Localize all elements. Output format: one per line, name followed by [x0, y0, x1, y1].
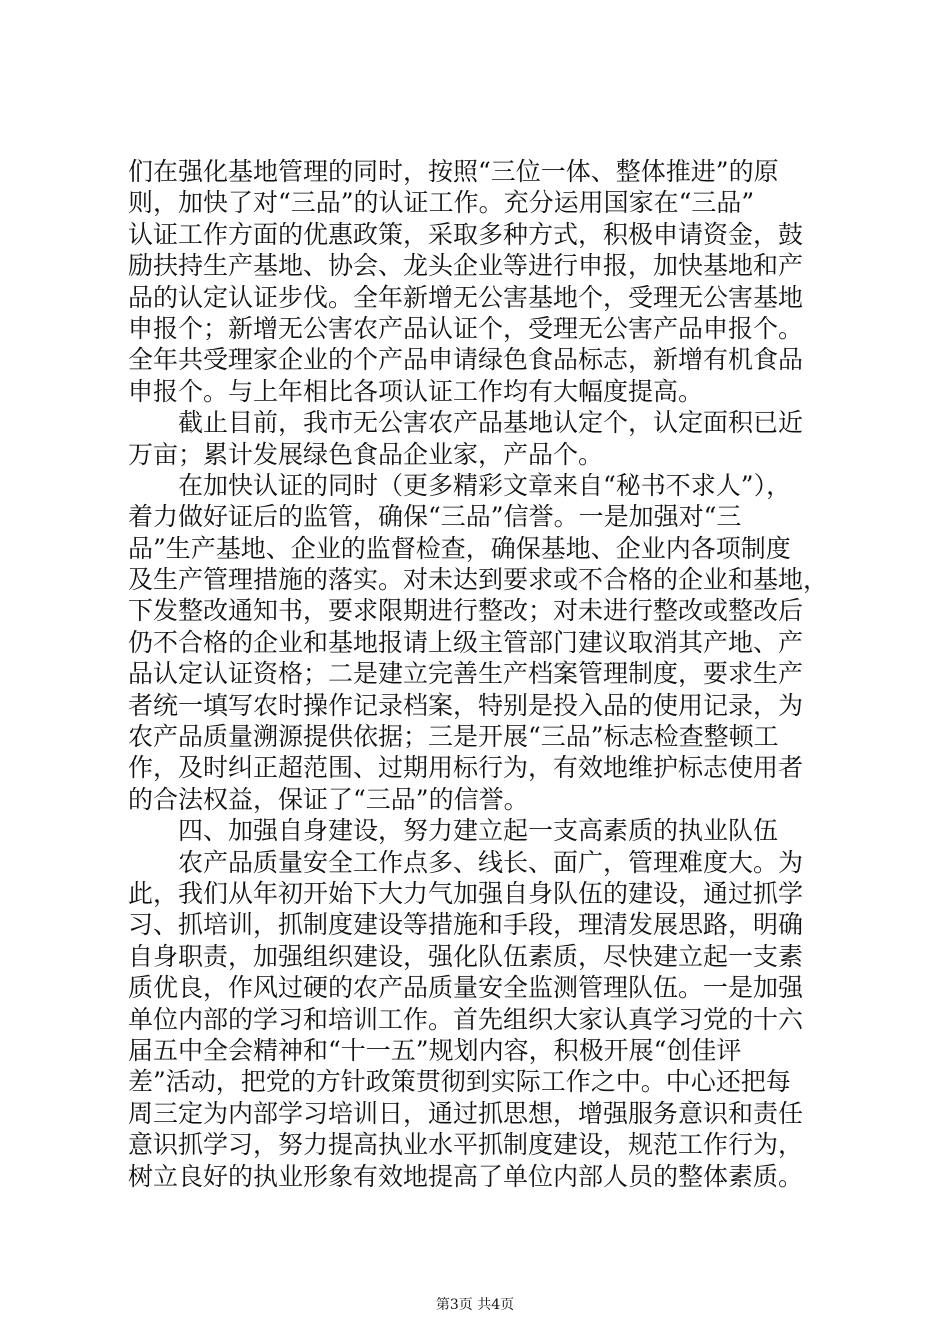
text-line: 及生产管理措施的落实。对未达到要求或不合格的企业和基地， [128, 565, 829, 595]
text-line: 则，加快了对“三品”的认证工作。充分运用国家在“三品” [128, 188, 755, 218]
page-footer: 第3页 共4页 [435, 1297, 515, 1313]
text-line: 届五中全会精神和“十一五”规划内容，积极开展“创佳评 [128, 1035, 742, 1065]
text-line: 树立良好的执业形象有效地提高了单位内部人员的整体素质。 [128, 1161, 804, 1191]
text-line: 仍不合格的企业和基地报请上级主管部门建议取消其产地、产 [128, 627, 804, 657]
text-line: 作，及时纠正超范围、过期用标行为，有效地维护标志使用者 [128, 753, 804, 783]
text-line: 全年共受理家企业的个产品申请绿色食品标志，新增有机食品 [128, 345, 804, 375]
text-line: 品”生产基地、企业的监督检查，确保基地、企业内各项制度 [128, 533, 791, 563]
text-line: 申报个；新增无公害农产品认证个，受理无公害产品申报个。 [128, 313, 804, 343]
text-line: 四、加强自身建设，努力建立起一支高素质的执业队伍 [178, 816, 779, 846]
text-line: 着力做好证后的监管，确保“三品”信誉。一是加强对“三 [128, 502, 742, 532]
text-line: 习、抓培训，抓制度建设等措施和手段，理清发展思路，明确 [128, 910, 804, 940]
text-line: 质优良，作风过硬的农产品质量安全监测管理队伍。一是加强 [128, 973, 804, 1003]
text-line: 万亩；累计发展绿色食品企业家，产品个。 [128, 439, 604, 469]
text-line: 意识抓学习，努力提高执业水平抓制度建设，规范工作行为， [128, 1130, 804, 1160]
text-line: 认证工作方面的优惠政策，采取多种方式，积极申请资金，鼓 [128, 219, 804, 249]
text-line: 截止目前，我市无公害农产品基地认定个，认定面积已近 [178, 408, 804, 438]
text-line: 农产品质量溯源提供依据；三是开展“三品”标志检查整顿工 [128, 722, 779, 752]
text-line: 自身职责，加强组织建设，强化队伍素质，尽快建立起一支素 [128, 941, 804, 971]
text-line: 在加快认证的同时（更多精彩文章来自“秘书不求人”）， [178, 470, 792, 500]
text-line: 者统一填写农时操作记录档案，特别是投入品的使用记录，为 [128, 690, 804, 720]
text-line: 此，我们从年初开始下大力气加强自身队伍的建设，通过抓学 [128, 878, 804, 908]
text-line: 差”活动，把党的方针政策贯彻到实际工作之中。中心还把每 [128, 1067, 791, 1097]
text-line: 周三定为内部学习培训日，通过抓思想，增强服务意识和责任 [128, 1098, 804, 1128]
text-line: 下发整改通知书，要求限期进行整改；对未进行整改或整改后 [128, 596, 804, 626]
text-line: 单位内部的学习和培训工作。首先组织大家认真学习党的十六 [128, 1004, 804, 1034]
text-line: 励扶持生产基地、协会、龙头企业等进行申报，加快基地和产 [128, 251, 804, 281]
text-line: 品认定认证资格；二是建立完善生产档案管理制度，要求生产 [128, 659, 804, 689]
text-line: 申报个。与上年相比各项认证工作均有大幅度提高。 [128, 376, 704, 406]
text-line: 农产品质量安全工作点多、线长、面广，管理难度大。为 [178, 847, 804, 877]
text-line: 品的认定认证步伐。全年新增无公害基地个，受理无公害基地 [128, 282, 804, 312]
body-text [128, 156, 836, 1192]
text-line: 的合法权益，保证了“三品”的信誉。 [128, 784, 529, 814]
text-line: 们在强化基地管理的同时，按照“三位一体、整体推进”的原 [128, 157, 779, 186]
